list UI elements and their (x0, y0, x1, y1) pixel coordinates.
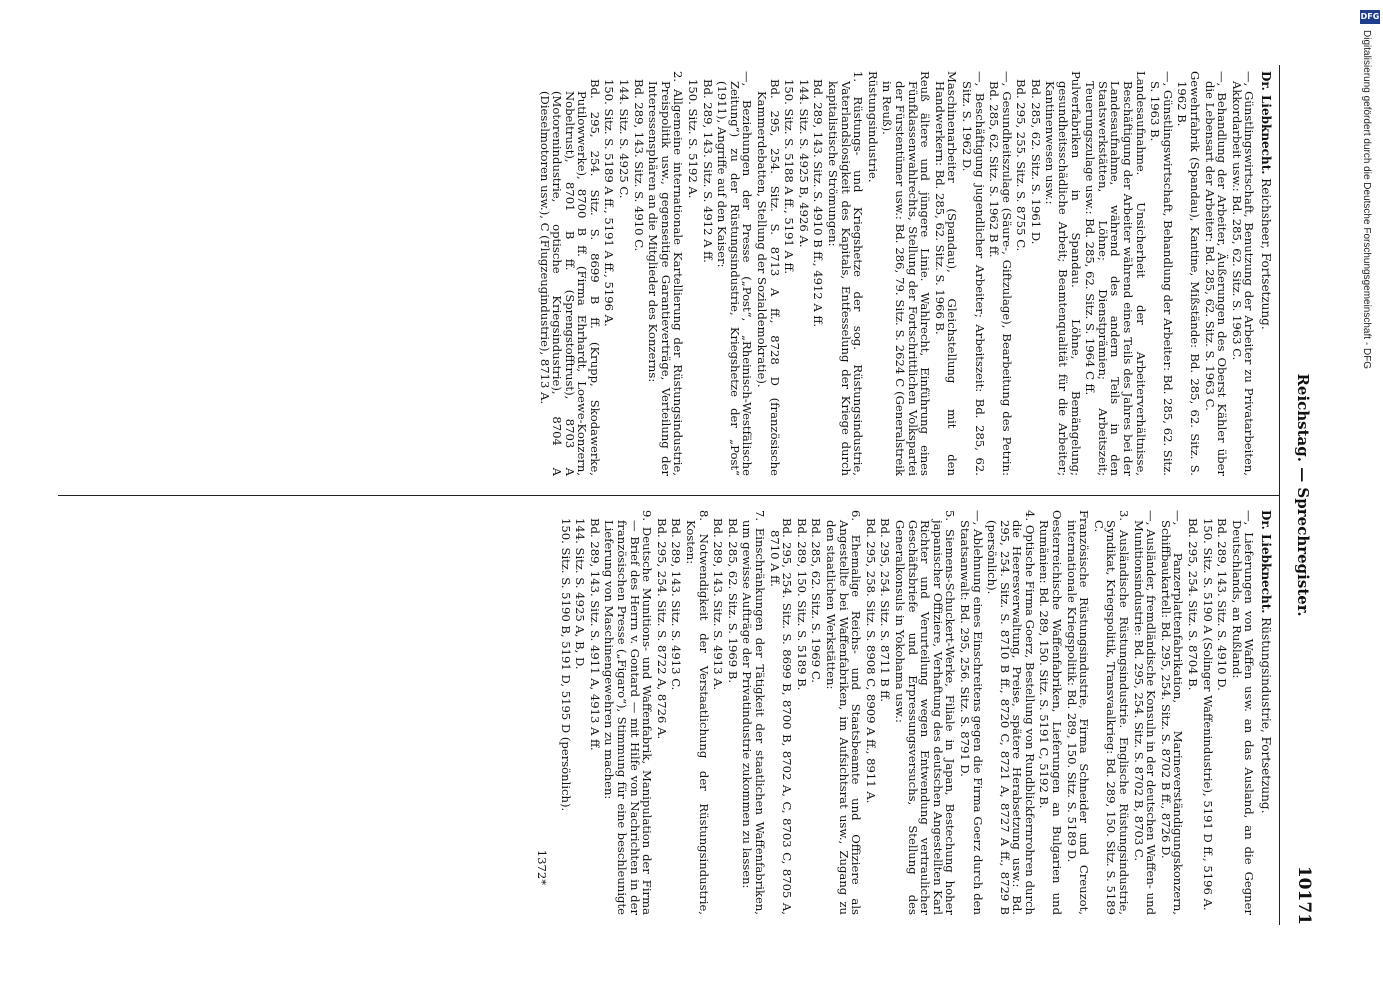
register-entry: —, Behandlung der Arbeiter, Äußerungen des Oberst Kähler über die Lebensart der Arbeiter: Bd. 285, 62. Sitz. S. 1963 C. (1202, 71, 1230, 476)
reference-line: 144. Sitz. S. 4925 B, 4926 A. (796, 79, 811, 248)
reference-line: Bd. 295, 254. Sitz. S. 8699 B ff. (Krupp, Skodawerke, Putilowwerke), 8700 B ff. (Firma Ehrhardt, Loewe-Konzern, Nobeltrust), 8701 B ff. (Sprengstofftrust), 8703 A (Motorenindustrie, optische Kriegsindustrie), 8704 A (Dieselmotoren usw.), C (Flugzeugindustrie), 8713 A. (537, 79, 602, 476)
reference-line: 144. Sitz. S. 4925 C. (617, 79, 632, 199)
digitization-credit: Digitalisierung gefördert durch die Deutsche Forschungsgemeinschaft - DFG (1361, 30, 1372, 370)
left-column (536, 71, 1272, 476)
reference-line: Bd. 285, 62. Sitz. S. 1969 C. (809, 518, 824, 683)
register-entry: Gewehrfabrik (Spandau), Kantine, Mißstände: Bd. 285, 62. Sitz. S. 1962 B. (1175, 71, 1203, 476)
register-entry: 3. Ausländische Rüstungsindustrie. Englische Rüstungsindustrie, Syndikat, Kriegspolitik, Transvaalkrieg: Bd. 289, 150. Sitz. S. 5189 C. (1091, 510, 1132, 915)
register-entry: 1. Rüstungs- und Kriegshetze der sog. Rüstungsindustrie, Vaterlandslosigkeit des Kapitals, Entfesselung der Kriege durch kapitalistische Strömungen: (826, 71, 866, 476)
reference-line: 144. Sitz. S. 4925 A, B, D. (573, 518, 588, 670)
register-entry: Landesaufnahme. Unsicherheit der Arbeiterverhältnisse, Beschäftigung der Arbeiter während eines Teils des Jahres bei der Landesaufnahme, während des andern Teils in den Staatswerkstätten, Löhne; Dienstprämien; Arbeitszeit; Teuerungszulage usw.: Bd. 285, 62. Sitz. S. 1964 C ff. (1083, 71, 1148, 476)
register-entry: Rüstungsindustrie. (865, 71, 880, 183)
register-entry: Reuß ältere und jüngere Linie. Wahlrecht, Einführung eines Fünfklassenwahlrechts, Stellung der Fortschrittlichen Volkspartei der Fürstentümer usw.: Bd. 286, 79. Sitz. S. 2624 C (Generalstreik in Reuß). (880, 71, 933, 476)
register-entry: Oesterreichische Waffenfabriken, Lieferungen an Bulgarien und Rumänien: Bd. 289, 150. Sitz. S. 5191 C, 5192 B. (1037, 510, 1065, 915)
reference-line: 150. Sitz. S. 5190 B, 5191 D, 5195 D (persönlich). (558, 518, 573, 812)
right-entries (535, 510, 1255, 915)
register-entry: 6. Ehemalige Reichs- und Staatsbeamte und Offiziere als Angestellte bei Waffenfabriken, im Aufsichtsrat usw., Zugang zu den staatlichen Werkstätten: (824, 510, 864, 915)
reference-line: Bd. 295, 254. Sitz. S. 8722 A, 8726 A. (654, 518, 669, 740)
register-entry: —, Ablehnung eines Einschreitens gegen die Firma Goerz durch den Staatsanwalt: Bd. 295, 256. Sitz. S. 8791 D. (957, 510, 985, 915)
reference-line: Bd. 289, 143. Sitz. S. 4911 A, 4913 A ff. (587, 518, 602, 751)
reference-line: Bd. 289, 143. Sitz. S. 4913 C. (669, 518, 684, 691)
reference-line: Bd. 289, 143. Sitz. S. 4910 B ff., 4912 A ff. (811, 79, 826, 328)
reference-line: 150. Sitz. S. 5189 A ff., 5191 A ff., 5196 A. (602, 79, 617, 327)
register-entry: —, Gesundheitszulage (Säure-, Giftzulage), Bearbeitung des Petrin: Bd. 285, 62. Sitz. S. 1962 B ff. (987, 71, 1014, 476)
reference-line: Bd. 289, 143. Sitz. S. 4910 C. (631, 79, 646, 252)
reference-line: Bd. 295, 254. Sitz. S. 8699 B, 8700 B, 8702 A, C, 8703 C, 8705 A, 8710 A ff. (767, 518, 795, 915)
register-entry: —, Günstlingswirtschaft, Benutzung der Arbeiter zu Privatarbeiten, Akkordarbeit usw.: Bd. 285, 62. Sitz. S. 1963 C. (1229, 71, 1257, 476)
page-number: 10171 (1294, 865, 1314, 925)
right-column-heading (1259, 510, 1272, 915)
topic-heading: Reichsheer, Fortsetzung. (1259, 178, 1273, 330)
register-entry: —, Panzerplattenfabrikation, Marineverständigungskonzern, Schiffbaukartell: Bd. 295, 254. Sitz. S. 8702 B ff., 8726 D. (1158, 510, 1186, 915)
register-entry: Maschinenarbeiter (Spandau), Gleichstellung mit den Handwerkern: Bd. 285, 62. Sitz. S. 1966 B. (932, 71, 960, 476)
register-entry: Französische Rüstungsindustrie, Firma Schneider und Creuzot, internationale Kriegspolitik: Bd. 289, 150. Sitz. S. 5189 D. (1064, 510, 1092, 915)
reference-line: Bd. 295, 254. Sitz. S. 8711 B ff. (878, 518, 893, 702)
topic-heading: Rüstungsindustrie, Fortsetzung. (1259, 617, 1273, 814)
register-entry: 9. Deutsche Munitions- und Waffenfabrik, Manipulation der Firma — Brief des Herrn v. Gontard — mit Hilfe von Nachrichten in der französischen Presse („Figaro“), Stimmung für eine beschleunigte Lieferung von Maschinengewehren zu machen: (602, 510, 655, 915)
register-entry: 8. Notwendigkeit der Verstaatlichung der Rüstungsindustrie, Kosten: (684, 510, 711, 915)
reference-line: Bd. 295, 254. Sitz. S. 8704 B. (1186, 518, 1201, 691)
reference-line: 150. Sitz. S. 5190 A (Solinger Waffenindustrie), 5191 D ff., 5196 A. (1200, 518, 1215, 911)
speaker-name: Dr. Liebknecht. (1259, 510, 1273, 614)
register-entry: 1372* (534, 849, 549, 885)
register-entry: 5. Siemens-Schuckert-Werke, Filiale in Japan, Bestechung hoher japanischer Offiziere, Verhaftung des deutschen Angestellten Karl Richter und Verurteilung wegen Entwendung vertraulicher Geschäftsbriefe und Erpressungsversuchs, Stellung des Generalkonsuls in Yokohama usw.: (892, 510, 958, 915)
reference-line: Bd. 289, 143. Sitz. S. 4913 A. (711, 518, 726, 691)
speaker-name: Dr. Liebknecht. (1259, 71, 1273, 175)
reference-line: Bd. 289, 150. Sitz. S. 5189 B. (794, 518, 809, 691)
reference-line: Bd. 295, 255. Sitz. S. 8755 C. (1014, 79, 1029, 252)
right-column (523, 510, 1272, 915)
register-entry: —, Beschäftigung jugendlicher Arbeiter; Arbeitszeit: Bd. 285, 62. Sitz. S. 1962 D. (959, 71, 987, 476)
register-entry: —, Lieferungen von Waffen usw. an das Ausland, an die Gegner Deutschlands, an Rußland: (1229, 510, 1257, 915)
left-column-heading (1259, 71, 1272, 476)
register-entry: —, Ausländer, fremdländische Konsuln in der deutschen Waffen- und Munitionsindustrie: Bd. 295, 254. Sitz. S. 8702 B, 8703 C. (1131, 510, 1159, 915)
register-entry: Pulverfabriken in Spandau. Löhne, Bemängelung; gesundheitsschädliche Arbeit; Beamtenqualität für die Arbeiter; Kantinenwesen usw.: (1043, 71, 1083, 476)
register-entry: 7. Einschränkungen der Tätigkeit der staatlichen Waffenfabriken, um gewisse Aufträge der Privatindustrie zukommen zu lassen: (740, 510, 768, 915)
register-entry: 4. Optische Firma Goerz, Bestellung von Rundblickfernrohren durch die Heeresverwaltung, Preise, spätere Herabsetzung usw.: Bd. 295, 254. Sitz. S. 8710 B ff., 8720 C, 8721 A, 8727 A ff., 8729 B (persönlich). (985, 510, 1037, 915)
rotated-page (40, 65, 1320, 925)
register-entry: 2. Allgemeine internationale Kartellierung der Rüstungsindustrie, Preispolitik usw., gegenseitige Garantieverträge, Verteilung der Interessensphären an die Mitglieder des Konzerns: (646, 71, 686, 476)
reference-line: Bd. 289, 143. Sitz. S. 4912 A ff. (700, 79, 715, 263)
reference-line: 150. Sitz. S. 5188 A ff., 5191 A ff. (782, 79, 797, 275)
dfg-logo: DFG (1360, 10, 1380, 24)
running-title: Reichstag. — Sprechregister. (1294, 373, 1312, 617)
reference-line: Bd. 285, 62. Sitz. S. 1969 B. (725, 518, 740, 684)
reference-line: Bd. 285, 62. Sitz. S. 1961 D. (1028, 79, 1043, 245)
reference-line: 150. Sitz. S. 5192 A. (686, 79, 701, 199)
reference-line: Bd. 295, 254. Sitz. S. 8713 A ff., 8728 D (französische Kammerdebatten, Stellung der Sozialdemokratie). (755, 79, 782, 476)
register-entry: —, Günstlingswirtschaft, Behandlung der Arbeiter: Bd. 285, 62. Sitz. S. 1963 B. (1148, 71, 1175, 476)
left-entries (538, 71, 1255, 476)
reference-line: Bd. 295, 258. Sitz. S. 8908 C, 8909 A ff., 8911 A. (863, 518, 878, 804)
reference-line: Bd. 289, 143. Sitz. S. 4910 D. (1215, 518, 1230, 691)
page-header (1284, 65, 1320, 925)
register-entry: —, Beziehungen der Presse („Post“, „Rheinisch-Westfälische Zeitung“) zu der Rüstungsindustrie, Kriegshetze der „Post“ (1911), Angriffe auf den Kaiser: (715, 71, 755, 476)
column-divider (58, 495, 1280, 496)
